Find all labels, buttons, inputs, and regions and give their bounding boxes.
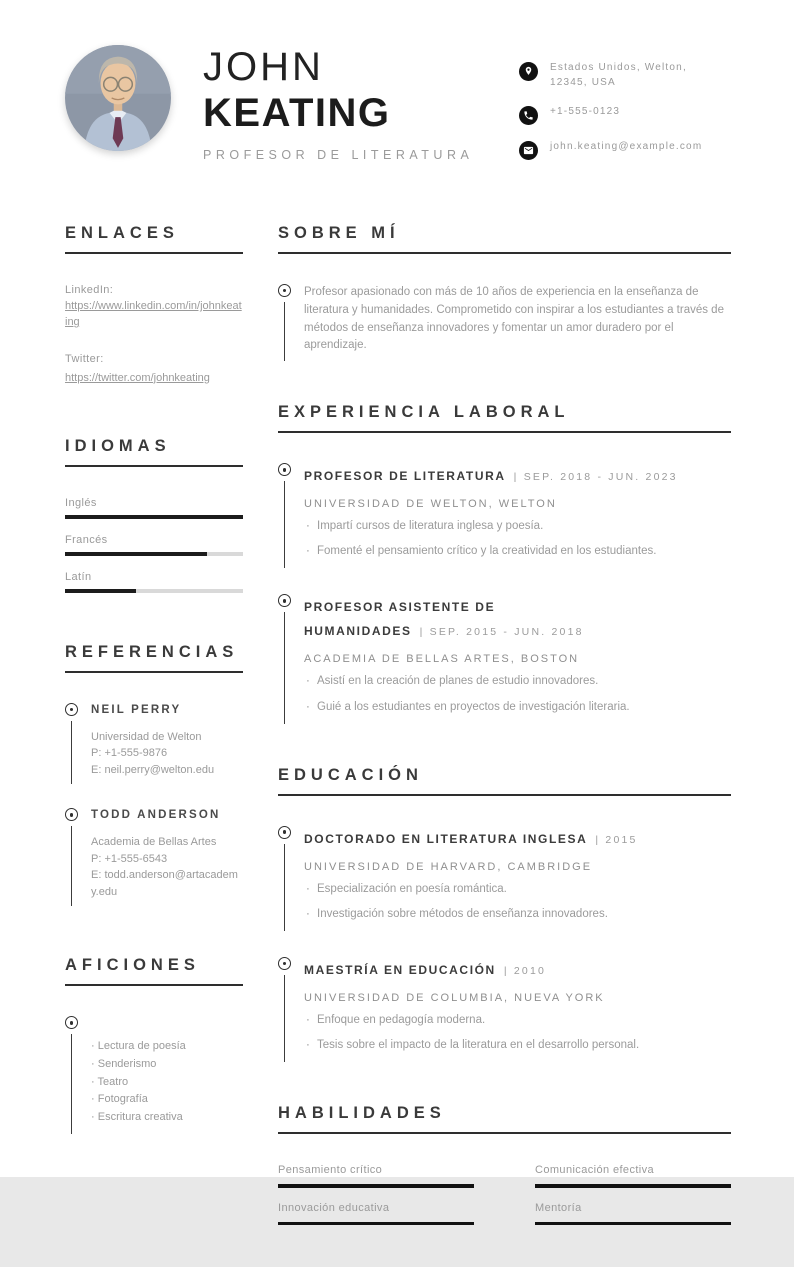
section-habilidades: [278, 1104, 731, 1225]
reference-details: [91, 834, 243, 906]
hobby-list: [91, 1016, 243, 1134]
degree-bullets: [304, 1012, 731, 1053]
job-entry: [278, 594, 731, 723]
hobby-item: · Escritura creativa: [91, 1109, 243, 1127]
phone-text: +1-555-0123: [550, 106, 621, 117]
degree-year: | 2010: [503, 964, 547, 977]
profile-photo: [65, 45, 171, 151]
skill-item: [278, 1202, 474, 1226]
entry-gutter: [278, 957, 304, 1062]
entry-gutter: [278, 284, 304, 361]
reference-org: Academia de Bellas Artes: [91, 836, 217, 849]
timeline-line: [71, 826, 72, 906]
aficiones-title: AFICIONES: [65, 956, 243, 986]
sobre-mi-title: SOBRE MÍ: [278, 224, 731, 254]
entry-gutter: [278, 463, 304, 568]
timeline-line: [71, 1034, 72, 1134]
contact-location: [519, 61, 729, 90]
language-bar-track: [65, 515, 243, 519]
degree-title-row: [304, 826, 731, 851]
education-entry: [278, 826, 731, 931]
skill-name: Comunicación efectiva: [535, 1164, 655, 1176]
language-item: [65, 497, 243, 519]
skill-item: [535, 1164, 731, 1188]
degree-year: | 2015: [595, 833, 638, 846]
reference-email: E: todd.anderson@artacademy.edu: [91, 869, 238, 898]
content-columns: [0, 224, 794, 1267]
reference-phone: P: +1-555-6543: [91, 852, 168, 865]
link-item: [65, 284, 243, 331]
skill-level-bar: [535, 1222, 731, 1226]
hobby-item: · Fotografía: [91, 1091, 243, 1109]
skill-item: [278, 1164, 474, 1188]
twitter-link[interactable]: https://twitter.com/johnkeating: [65, 371, 210, 384]
section-referencias: [65, 643, 243, 907]
habilidades-title: HABILIDADES: [278, 1104, 731, 1134]
education-entry: [278, 957, 731, 1062]
language-name: Latín: [65, 570, 92, 583]
job-entry: [278, 463, 731, 568]
job-position: PROFESOR ASISTENTE DE HUMANIDADES: [304, 600, 496, 639]
degree-name: DOCTORADO EN LITERATURA INGLESA: [304, 831, 588, 846]
hobbies-entry: [65, 1016, 243, 1134]
degree-bullet: · Especialización en poesía romántica.: [304, 881, 731, 897]
job-dates: | SEP. 2015 - JUN. 2018: [419, 626, 584, 639]
email-envelope-icon: [519, 141, 538, 160]
first-name: JOHN: [203, 45, 324, 89]
about-text: Profesor apasionado con más de 10 años de experiencia en la enseñanza de literatura y humanidades. Comprometido con inspirar a los estudiantes a través de métodos de enseñanza innovadores y fomentar un amor duradero por el aprendizaje.: [304, 286, 724, 352]
language-item: [65, 571, 243, 593]
enlaces-title: ENLACES: [65, 224, 243, 254]
skill-level-bar: [278, 1222, 474, 1226]
name-block: [203, 45, 473, 162]
hobby-item: · Lectura de poesía: [91, 1038, 243, 1056]
link-item: [65, 353, 243, 387]
contact-block: [519, 45, 729, 160]
degree-bullet: · Tesis sobre el impacto de la literatura en el desarrollo personal.: [304, 1037, 731, 1053]
section-educacion: [278, 766, 731, 1062]
degree-bullets: [304, 881, 731, 922]
main-column: [278, 224, 731, 1267]
idiomas-title: IDIOMAS: [65, 437, 243, 467]
degree-name: MAESTRÍA EN EDUCACIÓN: [304, 962, 496, 977]
job-bullet: · Fomenté el pensamiento crítico y la creatividad en los estudiantes.: [304, 543, 731, 559]
skill-name: Innovación educativa: [278, 1201, 390, 1214]
language-bar-track: [65, 589, 243, 593]
degree-school: UNIVERSIDAD DE HARVARD, CAMBRIDGE: [304, 860, 593, 873]
timeline-line: [71, 721, 72, 785]
skills-grid: [278, 1164, 731, 1225]
referencias-title: REFERENCIAS: [65, 643, 243, 673]
job-bullets: [304, 518, 731, 559]
profession-title: PROFESOR DE LITERATURA: [203, 148, 474, 162]
linkedin-link[interactable]: https://www.linkedin.com/in/johnkeating: [65, 300, 242, 328]
section-sobre-mi: [278, 224, 731, 361]
reference-name: TODD ANDERSON: [91, 809, 221, 822]
skill-name: Pensamiento crítico: [278, 1164, 383, 1176]
header: [0, 0, 794, 162]
skill-level-bar: [535, 1184, 731, 1188]
section-idiomas: [65, 437, 243, 593]
location-pin-icon: [519, 62, 538, 81]
reference-entry: [65, 703, 243, 785]
last-name: KEATING: [203, 91, 391, 135]
degree-bullet: · Enfoque en pedagogía moderna.: [304, 1012, 731, 1028]
entry-gutter: [278, 594, 304, 723]
degree-bullet: · Investigación sobre métodos de enseñanza innovadores.: [304, 906, 731, 922]
job-bullet: · Asistí en la creación de planes de estudio innovadores.: [304, 673, 731, 689]
bullet-circle-icon: [278, 463, 291, 476]
timeline-line: [284, 612, 285, 723]
phone-icon: [519, 106, 538, 125]
experiencia-title: EXPERIENCIA LABORAL: [278, 403, 731, 433]
bullet-circle-icon: [278, 594, 291, 607]
link-label: Twitter:: [65, 352, 104, 365]
contact-phone: [519, 105, 729, 125]
job-organization: ACADEMIA DE BELLAS ARTES, BOSTON: [304, 653, 580, 666]
reference-details: [91, 729, 243, 785]
bullet-circle-icon: [65, 703, 78, 716]
job-title-row: [304, 594, 731, 643]
bullet-circle-icon: [65, 808, 78, 821]
bullet-circle-icon: [278, 284, 291, 297]
sidebar: [65, 224, 243, 1267]
contact-email: [519, 140, 729, 160]
job-position: PROFESOR DE LITERATURA: [304, 469, 506, 484]
reference-phone: P: +1-555-9876: [91, 747, 168, 760]
timeline-line: [284, 844, 285, 931]
timeline-line: [284, 481, 285, 568]
reference-email: E: neil.perry@welton.edu: [91, 763, 215, 776]
location-text: Estados Unidos, Welton, 12345, USA: [550, 62, 687, 88]
language-level-bar: [65, 589, 136, 593]
degree-title-row: [304, 957, 731, 982]
email-text: john.keating@example.com: [550, 141, 703, 152]
hobby-item: · Senderismo: [91, 1056, 243, 1074]
language-level-bar: [65, 515, 243, 519]
job-bullets: [304, 673, 731, 714]
section-enlaces: [65, 224, 243, 387]
language-item: [65, 534, 243, 556]
language-bar-track: [65, 552, 243, 556]
about-entry: [278, 284, 731, 361]
job-bullet: · Guié a los estudiantes en proyectos de investigación literaria.: [304, 699, 731, 715]
skill-name: Mentoría: [535, 1201, 582, 1214]
bullet-circle-icon: [65, 1016, 78, 1029]
skill-level-bar: [278, 1184, 474, 1188]
language-name: Francés: [65, 533, 108, 546]
job-bullet: · Impartí cursos de literatura inglesa y poesía.: [304, 518, 731, 534]
language-name: Inglés: [65, 496, 97, 509]
skill-item: [535, 1202, 731, 1226]
link-label: LinkedIn:: [65, 284, 114, 296]
reference-org: Universidad de Welton: [91, 730, 202, 743]
degree-school: UNIVERSIDAD DE COLUMBIA, NUEVA YORK: [304, 991, 605, 1004]
job-title-row: [304, 463, 731, 488]
section-aficiones: [65, 956, 243, 1134]
reference-name: NEIL PERRY: [91, 703, 182, 716]
language-level-bar: [65, 552, 207, 556]
educacion-title: EDUCACIÓN: [278, 766, 731, 796]
entry-gutter: [65, 703, 91, 785]
reference-entry: [65, 808, 243, 906]
bullet-circle-icon: [278, 826, 291, 839]
bullet-circle-icon: [278, 957, 291, 970]
section-experiencia: [278, 403, 731, 723]
timeline-line: [284, 302, 285, 361]
entry-gutter: [65, 808, 91, 906]
entry-gutter: [278, 826, 304, 931]
job-dates: | SEP. 2018 - JUN. 2023: [513, 471, 678, 484]
timeline-line: [284, 975, 285, 1062]
avatar-illustration: [65, 45, 171, 151]
entry-gutter: [65, 1016, 91, 1134]
hobby-item: · Teatro: [91, 1074, 243, 1092]
job-organization: UNIVERSIDAD DE WELTON, WELTON: [304, 498, 557, 511]
